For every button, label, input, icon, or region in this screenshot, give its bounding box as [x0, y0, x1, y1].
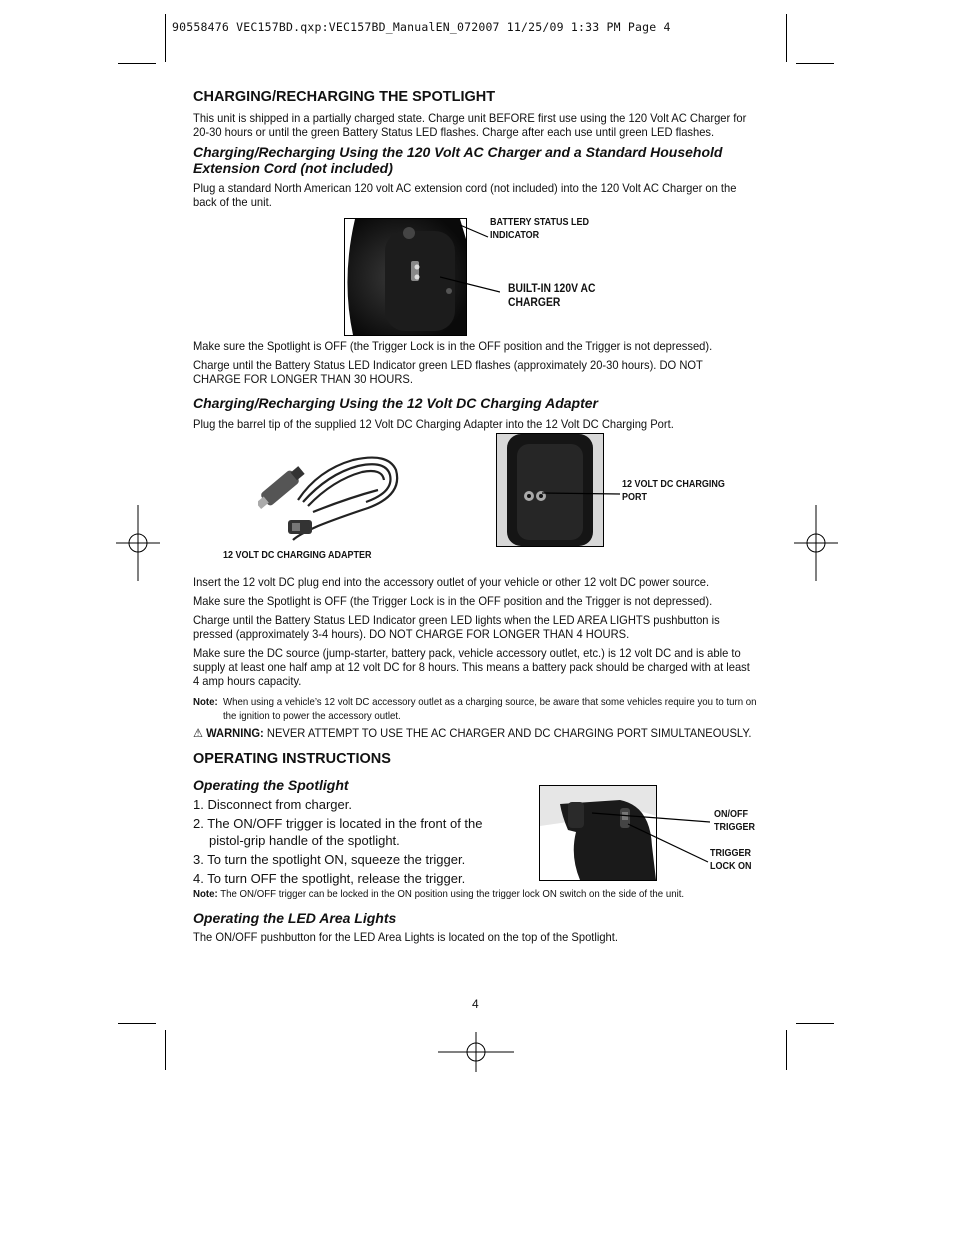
crop-mark: [118, 1023, 156, 1024]
step-4: 4. To turn OFF the spotlight, release the trigger.: [193, 871, 466, 886]
registration-mark-right: [794, 505, 838, 581]
registration-mark-left: [116, 505, 160, 581]
step-2-cont: pistol-grip handle of the spotlight.: [209, 833, 400, 848]
operating-note-text: The ON/OFF trigger can be locked in the ON position using the trigger lock ON switch on the side of the unit.: [220, 888, 685, 900]
label-dc-charging-port: 12 VOLT DC CHARGING PORT: [622, 479, 725, 503]
dc-source-paragraph: Make sure the DC source (jump-starter, battery pack, vehicle accessory outlet, etc.) is 12 volt DC and is able to supply at least one half amp at 12 volt DC for 8 hours. This means a battery pack should be charged with at least 4 amp hours capacity.: [193, 646, 750, 688]
label-dc-charging-adapter: 12 VOLT DC CHARGING ADAPTER: [223, 550, 372, 561]
steps-list: [193, 796, 513, 887]
crop-mark: [786, 14, 787, 62]
label-battery-status-led: BATTERY STATUS LED INDICATOR: [490, 217, 589, 241]
operating-note-label: Note:: [193, 888, 218, 900]
operating-note: [193, 887, 763, 901]
subheading-operating-spotlight: Operating the Spotlight: [193, 777, 349, 793]
note-text: When using a vehicle’s 12 volt DC accessory outlet as a charging source, be aware that some vehicles require you to turn on the ignition to power the accessory outlet.: [223, 696, 757, 722]
page-number: 4: [472, 997, 479, 1011]
step-2: 2. The ON/OFF trigger is located in the front of the: [193, 816, 483, 831]
subheading-dc-adapter: Charging/Recharging Using the 12 Volt DC Charging Adapter: [193, 395, 598, 411]
section-title-charging: CHARGING/RECHARGING THE SPOTLIGHT: [193, 89, 496, 105]
crop-mark: [786, 1030, 787, 1070]
dc-adapter-paragraph: Plug the barrel tip of the supplied 12 Volt DC Charging Adapter into the 12 Volt DC Charging Port.: [193, 417, 674, 431]
insert-plug-paragraph: Insert the 12 volt DC plug end into the accessory outlet of your vehicle or other 12 volt DC power source.: [193, 575, 710, 589]
crop-mark: [796, 63, 834, 64]
step-3: 3. To turn the spotlight ON, squeeze the trigger.: [193, 852, 466, 867]
warning-icon: ⚠: [193, 726, 204, 740]
label-trigger-lock-on: TRIGGER LOCK ON: [710, 848, 752, 872]
warning-label: WARNING:: [206, 726, 264, 740]
spotlight-off-paragraph-2: Make sure the Spotlight is OFF (the Trigger Lock is in the OFF position and the Trigger is not depressed).: [193, 594, 713, 608]
warning-text: NEVER ATTEMPT TO USE THE AC CHARGER AND DC CHARGING PORT SIMULTANEOUSLY.: [266, 726, 752, 740]
registration-mark-bottom: [438, 1032, 514, 1072]
spotlight-off-paragraph: Make sure the Spotlight is OFF (the Trigger Lock is in the OFF position and the Trigger is not depressed).: [193, 339, 713, 353]
ac-charger-paragraph: Plug a standard North American 120 volt AC extension cord (not included) into the 120 Volt AC Charger on the back of the unit.: [193, 181, 737, 209]
subheading-ac-charger: Charging/Recharging Using the 120 Volt AC Charger and a Standard Household Extension Cord (not included): [193, 144, 723, 176]
file-slug: 90558476 VEC157BD.qxp:VEC157BD_ManualEN_072007 11/25/09 1:33 PM Page 4: [172, 20, 671, 34]
crop-mark: [118, 63, 156, 64]
led-area-lights-paragraph: The ON/OFF pushbutton for the LED Area Lights is located on the top of the Spotlight.: [193, 930, 618, 944]
section-title-operating: OPERATING INSTRUCTIONS: [193, 751, 391, 767]
dc-adapter-photo: [258, 440, 408, 544]
intro-paragraph: This unit is shipped in a partially charged state. Charge unit BEFORE first use using the 120 Volt AC Charger for 20-30 hours or until the green Battery Status LED flashes. Charge after each use until green LED flashes.: [193, 111, 747, 139]
warning-line: [193, 726, 770, 740]
step-1: 1. Disconnect from charger.: [193, 797, 352, 812]
crop-mark: [165, 14, 166, 62]
fig3-leader-lines: [590, 810, 710, 866]
label-on-off-trigger: ON/OFF TRIGGER: [714, 809, 756, 833]
note-label: Note:: [193, 696, 218, 708]
charge-until-dc-paragraph: Charge until the Battery Status LED Indicator green LED lights when the LED AREA LIGHTS pushbutton is pressed (approximately 3-4 hours). DO NOT CHARGE FOR LONGER THAN 4 HOURS.: [193, 613, 720, 641]
crop-mark: [165, 1030, 166, 1070]
fig2-leader-line: [540, 488, 620, 498]
subheading-led-area-lights: Operating the LED Area Lights: [193, 910, 397, 926]
charge-until-paragraph: Charge until the Battery Status LED Indicator green LED flashes (approximately 20-30 hours). DO NOT CHARGE FOR LONGER THAN 30 HOURS.: [193, 358, 703, 386]
label-built-in-charger: BUILT-IN 120V AC CHARGER: [508, 283, 596, 309]
crop-mark: [796, 1023, 834, 1024]
